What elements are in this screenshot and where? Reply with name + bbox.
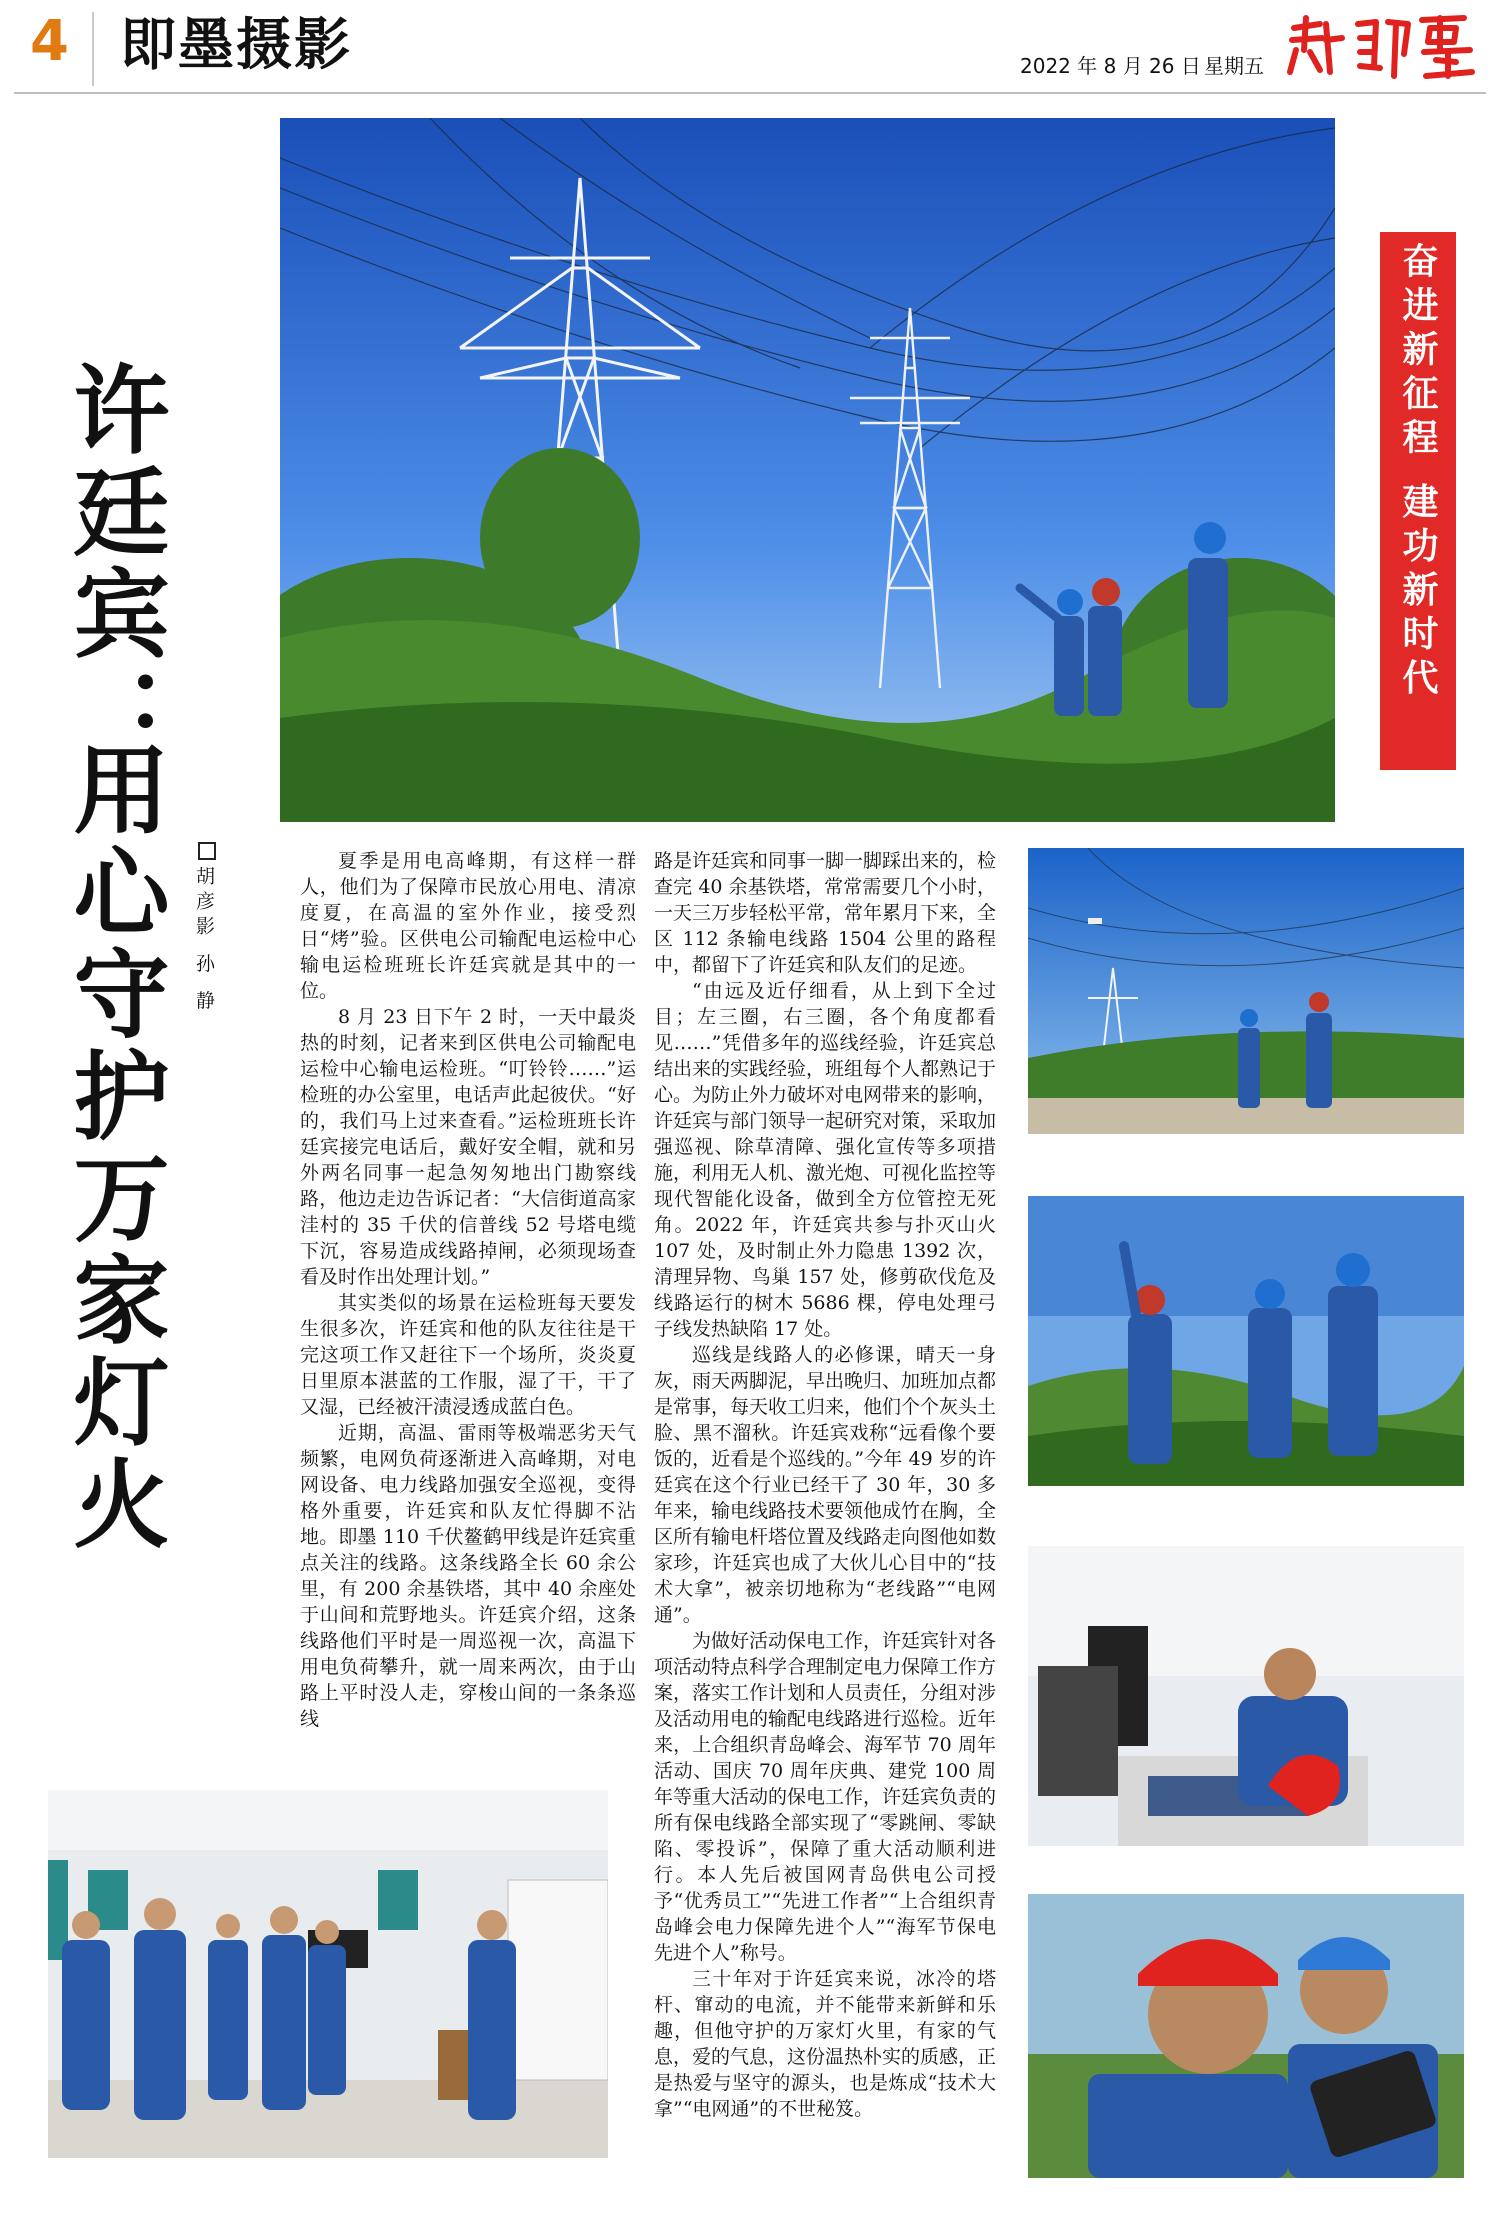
issue-weekday: 星期五	[1204, 54, 1264, 78]
article-paragraph: 其实类似的场景在运检班每天要发生很多次，许廷宾和他的队友往往是干完这项工作又赶往下一个场所，炎炎夏日里原本湛蓝的工作服，湿了干，干了又湿，已经被汗渍浸透成蓝白色。	[300, 1292, 636, 1418]
photo-team-meeting	[48, 1790, 608, 2158]
issue-date: 2022 年 8 月 26 日	[1020, 54, 1201, 78]
masthead-logo	[1280, 10, 1480, 88]
article-paragraph: 路是许廷宾和同事一脚一脚踩出来的，检查完 40 余基铁塔，常常需要几个小时，一天三万步轻松平常，常年累月下来，全区 112 条输电线路 1504 公里的路程中，都留下了许廷宾和队友们的足迹。	[654, 850, 997, 976]
article-paragraph: 近期，高温、雷雨等极端恶劣天气频繁，电网负荷逐渐进入高峰期，对电网设备、电力线路加强安全巡视，变得格外重要，许廷宾和队友忙得脚不沾地。即墨 110 千伏鳌鹤甲线是许廷宾重点关注的线路。这条线路全长 60 余公里，有 200 余基铁塔，其中 40 余座处于山间和荒野地头。许廷宾介绍，这条线路他们平时是一周巡视一次，高温下用电负荷攀升，就一周来两次，由于山路上平时没人走，穿梭山间的一条条巡线	[300, 1422, 636, 1730]
headline-name: 许廷宾：	[58, 360, 170, 768]
article-paragraph: 为做好活动保电工作，许廷宾针对各项活动特点科学合理制定电力保障工作方案，落实工作计划和人员责任，分组对涉及活动用电的输配电线路进行巡检。近年来，上合组织青岛峰会、海军节 70 周年活动、国庆 70 周年庆典、建党 100 周年等重大活动的保电工作，许廷宾负责的所有保电线路全部实现了“零跳闸、零缺陷、零投诉”，保障了重大活动顺利进行。本人先后被国网青岛供电公司授予“优秀员工”“先进工作者”“上合组织青岛峰会电力保障先进个人”“海军节保电先进个人”称号。	[654, 1630, 997, 1964]
header-rule	[14, 92, 1486, 94]
headline-title: 用心守护万家灯火	[58, 740, 170, 1556]
article-paragraph: “由远及近仔细看，从上到下全过目；左三圈，右三圈，各个角度都看见……”凭借多年的巡线经验，许廷宾总结出来的实践经验，班组每个人都熟记于心。为防止外力破坏对电网带来的影响，许廷宾与部门领导一起研究对策，采取加强巡视、除草清障、强化宣传等多项措施，利用无人机、激光炮、可视化监控等现代智能化设备，做到全方位管控无死角。2022 年，许廷宾共参与扑灭山火 107 处，及时制止外力隐患 1392 次，清理异物、鸟巢 157 处，修剪砍伐危及线路运行的树木 5686 棵，停电处理弓子线发热缺陷 17 处。	[654, 980, 997, 1340]
photo-workers-pointing	[1028, 1196, 1464, 1486]
article-paragraph: 夏季是用电高峰期，有这样一群人，他们为了保障市民放心用电、清凉度夏，在高温的室外作业，接受烈日“烤”验。区供电公司输配电运检中心输电运检班班长许廷宾就是其中的一位。	[300, 850, 636, 1002]
byline-marker	[198, 842, 216, 860]
article-column-1	[300, 848, 636, 1798]
article-paragraph: 8 月 23 日下午 2 时，一天中最炎热的时刻，记者来到区供电公司输配电运检中心输电运检班。“叮铃铃……”运检班的办公室里，电话声此起彼伏。“好的，我们马上过来查看。”运检班班长许廷宾接完电话后，戴好安全帽，就和另外两名同事一起急匆匆地出门勘察线路，他边走边告诉记者：“大信街道高家洼村的 35 千伏的信普线 52 号塔电缆下沉，容易造成线路掉闸，必须现场查看及时作出处理计划。”	[300, 1006, 636, 1288]
photo-tablet-closeup	[1028, 1894, 1464, 2178]
page-number: 4	[30, 9, 69, 74]
header-divider	[92, 12, 94, 86]
slogan-text: 奋进新征程 建功新时代	[1397, 242, 1439, 703]
article-paragraph: 巡线是线路人的必修课，晴天一身灰，雨天两脚泥，早出晚归、加班加点都是常事，每天收工归来，他们个个灰头土脸、黑不溜秋。许廷宾戏称“远看像个要饭的，近看是个巡线的。”今年 49 岁的许廷宾在这个行业已经干了 30 年，30 多年来，输电线路技术要领他成竹在胸，全区所有输电杆塔位置及线路走向图他如数家珍，许廷宾也成了大伙儿心目中的“技术大拿”，被亲切地称为“老线路”“电网通”。	[654, 1344, 997, 1626]
section-title: 即墨摄影	[120, 13, 352, 78]
article-paragraph: 三十年对于许廷宾来说，冰冷的塔杆、窜动的电流，并不能带来新鲜和乐趣，但他守护的万家灯火里，有家的气息，爱的气息，这份温热朴实的质感，正是热爱与坚守的源头，也是炼成“技术大拿”“电网通”的不世秘笈。	[654, 1968, 997, 2120]
photo-office-phone	[1028, 1546, 1464, 1846]
photo-drone-inspection	[1028, 848, 1464, 1134]
main-photo-transmission-towers	[280, 118, 1335, 822]
article-column-2	[654, 848, 996, 2170]
byline: 胡彦影 孙 静	[193, 866, 215, 1016]
